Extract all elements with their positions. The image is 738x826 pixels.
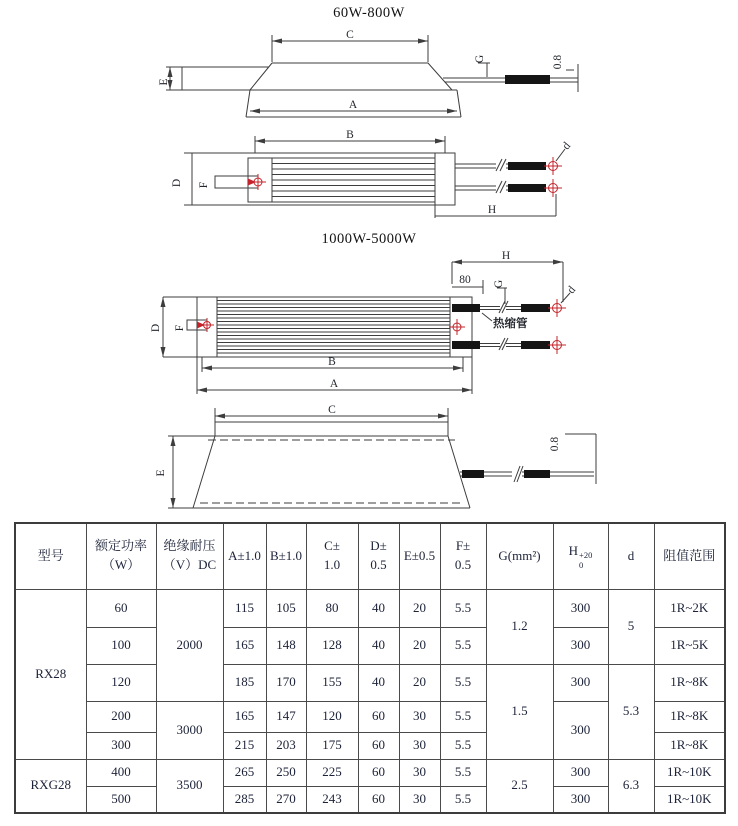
dim-label-f: F: [198, 181, 210, 189]
table-cell: 165: [223, 701, 266, 732]
table-cell: 6.3: [608, 759, 654, 813]
heat-shrink-sleeve: [452, 341, 480, 349]
table-row: [15, 589, 725, 627]
table-cell: 200: [86, 701, 156, 732]
table-cell: 3500: [156, 759, 223, 813]
table-cell: 1R~10K: [654, 786, 725, 813]
resistor-body-outline: [192, 153, 455, 205]
table-cell: 100: [86, 627, 156, 664]
table-cell: 1R~8K: [654, 664, 725, 701]
table-cell: 1.2: [486, 589, 553, 664]
col-header-a: A±1.0: [223, 523, 266, 589]
col-header-f: F± 0.5: [440, 523, 486, 589]
table-cell: 1R~2K: [654, 589, 725, 627]
table-header-row: [15, 523, 725, 589]
col-header-d: D± 0.5: [358, 523, 399, 589]
heat-shrink-leader: [482, 313, 492, 321]
drawing-title-large-range: 1000W-5000W: [321, 231, 417, 247]
dim-extension: [168, 436, 215, 508]
wire-break-marks: [496, 159, 506, 171]
table-cell: 1R~8K: [654, 732, 725, 759]
table-cell: 80: [306, 589, 358, 627]
table-cell: 5.5: [440, 627, 486, 664]
drawing-1000w-top-view: [150, 250, 610, 402]
table-cell: 30: [399, 759, 440, 786]
spec-table: [14, 522, 726, 814]
table-cell: 60: [358, 732, 399, 759]
top-plate: [215, 422, 448, 436]
lead-wire-1: [455, 164, 508, 168]
table-cell: 60: [86, 589, 156, 627]
table-cell: 148: [266, 627, 306, 664]
drawing-60w-side-view: [160, 26, 590, 131]
dim-label-lead-length: 80: [459, 274, 471, 286]
dim-label-e: E: [158, 78, 170, 86]
heat-shrink-label: 热缩管: [493, 318, 528, 330]
table-cell: 1.5: [486, 664, 553, 759]
dim-label-d-small: d: [565, 284, 579, 297]
table-cell: 5.5: [440, 759, 486, 786]
table-cell: 105: [266, 589, 306, 627]
heat-shrink-sleeve: [505, 75, 550, 84]
table-cell: 1R~5K: [654, 627, 725, 664]
housing-trapezoid: [193, 436, 470, 508]
table-cell: 20: [399, 589, 440, 627]
table-row: [15, 664, 725, 701]
table-cell: 5.5: [440, 701, 486, 732]
table-cell: 2.5: [486, 759, 553, 813]
table-cell: 120: [306, 701, 358, 732]
col-header-g: G(mm²): [486, 523, 553, 589]
heat-shrink-sleeve: [462, 470, 484, 478]
table-cell: 30: [399, 786, 440, 813]
dim-leader-g: [497, 288, 507, 304]
heat-shrink-sleeve: [521, 304, 550, 312]
lead-wire-2: [455, 186, 508, 190]
housing-top-profile: [250, 63, 452, 90]
table-cell: RX28: [15, 589, 86, 759]
table-cell: 175: [306, 732, 358, 759]
fins: [272, 164, 435, 197]
table-cell: 400: [86, 759, 156, 786]
table-cell: 300: [553, 786, 608, 813]
table-cell: 165: [223, 627, 266, 664]
red-arrow: [197, 322, 205, 329]
table-cell: 215: [223, 732, 266, 759]
table-cell: 300: [553, 664, 608, 701]
table-cell: 300: [553, 589, 608, 627]
table-cell: 300: [86, 732, 156, 759]
table-cell: 147: [266, 701, 306, 732]
col-header-c: C± 1.0: [306, 523, 358, 589]
dim-leader-d-small: [561, 293, 570, 303]
table-cell: 243: [306, 786, 358, 813]
dim-label-a: A: [348, 99, 358, 111]
table-cell: 120: [86, 664, 156, 701]
table-cell: 2000: [156, 589, 223, 701]
drawing-1000w-side-view: [150, 403, 620, 520]
resistor-body-outline: [197, 297, 472, 357]
table-cell: 265: [223, 759, 266, 786]
table-cell: 300: [553, 701, 608, 759]
dim-label-b: B: [328, 356, 336, 368]
heat-shrink-sleeve: [452, 304, 480, 312]
table-cell: 300: [553, 627, 608, 664]
dim-label-wire-dia: 0.8: [552, 54, 564, 70]
table-cell: 5.5: [440, 786, 486, 813]
dim-leader-g: [478, 63, 490, 77]
dim-label-d: D: [150, 323, 162, 333]
table-cell: 170: [266, 664, 306, 701]
drawing-title-small-range: 60W-800W: [333, 5, 405, 21]
table-cell: 20: [399, 627, 440, 664]
dim-label-f: F: [174, 324, 186, 332]
heat-shrink-sleeve: [521, 341, 550, 349]
dim-label-e: E: [155, 469, 167, 477]
table-cell: 203: [266, 732, 306, 759]
table-cell: 60: [358, 759, 399, 786]
dim-label-c: C: [328, 404, 336, 416]
h-tolerance-stack: +20 0: [579, 550, 593, 570]
fins: [217, 301, 450, 354]
table-cell: 30: [399, 732, 440, 759]
table-cell: 40: [358, 589, 399, 627]
table-cell: 1R~10K: [654, 759, 725, 786]
dim-label-d-small: d: [560, 140, 574, 153]
dim-label-d: D: [171, 178, 183, 188]
dim-label-a: A: [329, 378, 339, 390]
left-end-cap: [248, 158, 272, 202]
col-header-model: 型号: [15, 523, 86, 589]
table-cell: 30: [399, 701, 440, 732]
table-cell: 5.3: [608, 664, 654, 759]
table-cell: 5.5: [440, 664, 486, 701]
col-header-range: 阻值范围: [654, 523, 725, 589]
dim-label-g: G: [493, 279, 505, 289]
table-cell: RXG28: [15, 759, 86, 813]
table-cell: 5.5: [440, 589, 486, 627]
drawing-60w-top-view: [160, 128, 580, 230]
col-header-voltage: 绝缘耐压 （V）DC: [156, 523, 223, 589]
dim-label-b: B: [346, 129, 354, 141]
table-cell: 185: [223, 664, 266, 701]
heat-shrink-sleeve: [508, 184, 546, 192]
col-header-h: H +20 0: [553, 523, 608, 589]
table-cell: 60: [358, 786, 399, 813]
table-cell: 128: [306, 627, 358, 664]
table-cell: 250: [266, 759, 306, 786]
housing-left-band: [182, 67, 269, 90]
heat-shrink-sleeve: [508, 162, 546, 170]
table-cell: 225: [306, 759, 358, 786]
dim-label-wire-dia: 0.8: [549, 436, 561, 452]
table-cell: 285: [223, 786, 266, 813]
dim-ticks-d: [184, 153, 192, 205]
col-header-power: 额定功率 （W）: [86, 523, 156, 589]
dim-label-h: H: [501, 250, 511, 262]
table-cell: 20: [399, 664, 440, 701]
table-cell: 300: [553, 759, 608, 786]
col-header-e: E±0.5: [399, 523, 440, 589]
col-header-b: B±1.0: [266, 523, 306, 589]
table-cell: 155: [306, 664, 358, 701]
dim-label-g: G: [474, 54, 486, 64]
table-cell: 500: [86, 786, 156, 813]
table-cell: 5.5: [440, 732, 486, 759]
wire-break-marks: [514, 466, 523, 482]
dim-label-c: C: [346, 29, 354, 41]
wire-break-marks: [496, 181, 506, 193]
table-cell: 40: [358, 627, 399, 664]
table-cell: 5: [608, 589, 654, 664]
table-cell: 40: [358, 664, 399, 701]
dim-leader-d-small: [556, 149, 565, 161]
table-cell: 60: [358, 701, 399, 732]
col-header-d-small: d: [608, 523, 654, 589]
table-cell: 1R~8K: [654, 701, 725, 732]
table-cell: 115: [223, 589, 266, 627]
table-row: [15, 759, 725, 786]
table-cell: 270: [266, 786, 306, 813]
table-cell: 3000: [156, 701, 223, 759]
spec-table-body: [15, 589, 725, 813]
dim-label-h: H: [487, 204, 497, 216]
heat-shrink-sleeve: [524, 470, 550, 478]
